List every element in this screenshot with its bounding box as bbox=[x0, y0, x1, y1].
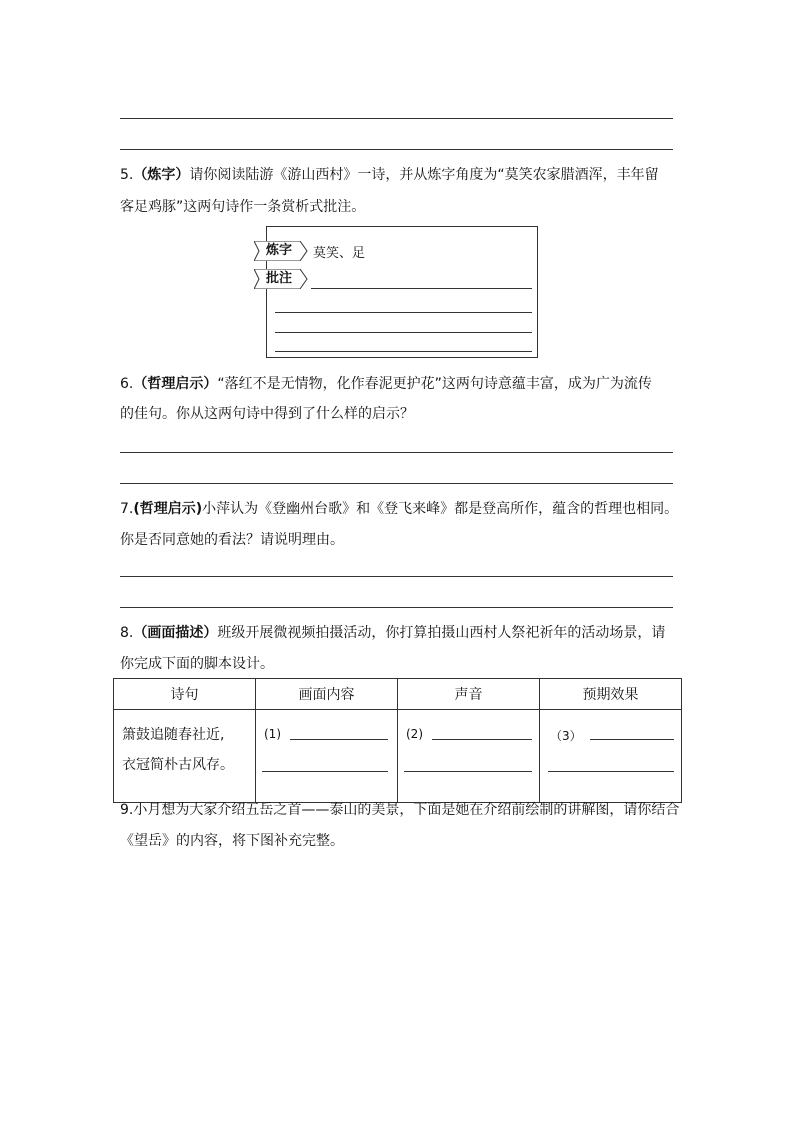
blank-line[interactable] bbox=[404, 771, 532, 772]
blank-number: (1) bbox=[264, 727, 281, 741]
header-scene: 画面内容 bbox=[256, 679, 398, 710]
tag-lianzi bbox=[254, 241, 310, 261]
question-text: “落红不是无情物，化作春泥更护花”这两句诗意蕴丰富，成为广为流传 bbox=[217, 376, 652, 392]
tag-value: 莫笑、足 bbox=[313, 246, 366, 261]
question-9-line-2: 《望岳》的内容，将下图补充完整。 bbox=[120, 833, 344, 849]
question-tag: （画面描述） bbox=[133, 625, 218, 641]
annotation-answer-line[interactable] bbox=[275, 351, 532, 352]
header-effect: 预期效果 bbox=[540, 679, 682, 710]
question-number: 8. bbox=[120, 625, 134, 641]
table-row bbox=[114, 710, 682, 803]
blank-line[interactable] bbox=[432, 739, 532, 740]
header-sound: 声音 bbox=[398, 679, 540, 710]
question-text: 请你阅读陆游《游山西村》一诗，并从炼字角度为“莫笑农家腊酒浑，丰年留 bbox=[189, 167, 659, 183]
blank-line[interactable] bbox=[262, 771, 388, 772]
answer-line[interactable] bbox=[120, 607, 673, 608]
answer-line[interactable] bbox=[120, 452, 673, 453]
header-poem: 诗句 bbox=[114, 679, 256, 710]
answer-line[interactable] bbox=[120, 576, 673, 577]
annotation-answer-line[interactable] bbox=[275, 312, 532, 313]
poem-line: 衣冠简朴古风存。 bbox=[122, 757, 234, 773]
question-6-line-1 bbox=[120, 374, 652, 394]
table-header-row bbox=[114, 679, 682, 710]
answer-line[interactable] bbox=[120, 118, 673, 119]
tag-pizhu bbox=[254, 269, 310, 289]
question-5-line-1 bbox=[120, 165, 659, 185]
poem-line: 箫鼓追随春社近, bbox=[122, 727, 225, 743]
blank-line[interactable] bbox=[290, 739, 388, 740]
annotation-answer-line[interactable] bbox=[311, 288, 532, 289]
question-number: 5. bbox=[120, 167, 134, 183]
sound-cell[interactable] bbox=[398, 710, 540, 803]
blank-line[interactable] bbox=[548, 771, 674, 772]
answer-line[interactable] bbox=[120, 149, 673, 150]
question-tag: （炼字） bbox=[133, 167, 190, 183]
effect-cell[interactable] bbox=[540, 710, 682, 803]
question-7-line-1 bbox=[120, 499, 678, 519]
question-6-line-2: 的佳句。你从这两句诗中得到了什么样的启示？ bbox=[120, 406, 414, 422]
question-number: 6. bbox=[120, 376, 134, 392]
blank-number: (2) bbox=[406, 727, 423, 741]
script-table bbox=[113, 678, 682, 803]
answer-line[interactable] bbox=[120, 483, 673, 484]
annotation-box bbox=[266, 226, 538, 358]
question-number: 7. bbox=[120, 501, 134, 517]
question-tag: （哲理启示） bbox=[133, 376, 218, 392]
tag-label: 炼字 bbox=[266, 243, 293, 258]
question-9-line-1: 9.小月想为大家介绍五岳之首——泰山的美景，下面是她在介绍前绘制的讲解图，请你结合 bbox=[120, 802, 680, 818]
question-5-line-2: 客足鸡豚”这两句诗作一条赏析式批注。 bbox=[120, 199, 366, 215]
annotation-answer-line[interactable] bbox=[275, 332, 532, 333]
blank-line[interactable] bbox=[590, 739, 674, 740]
question-text: 小萍认为《登幽州台歌》和《登飞来峰》都是登高所作，蕴含的哲理也相同。 bbox=[202, 501, 679, 517]
question-7-line-2: 你是否同意她的看法？请说明理由。 bbox=[120, 532, 344, 548]
question-8-line-2: 你完成下面的脚本设计。 bbox=[120, 656, 274, 672]
poem-cell bbox=[114, 710, 256, 803]
question-8-line-1 bbox=[120, 623, 665, 643]
question-tag: (哲理启示) bbox=[133, 501, 203, 517]
scene-cell[interactable] bbox=[256, 710, 398, 803]
question-text: 班级开展微视频拍摄活动，你打算拍摄山西村人祭祀祈年的活动场景，请 bbox=[217, 625, 666, 641]
tag-label: 批注 bbox=[266, 271, 293, 286]
blank-number: （3） bbox=[550, 729, 582, 743]
